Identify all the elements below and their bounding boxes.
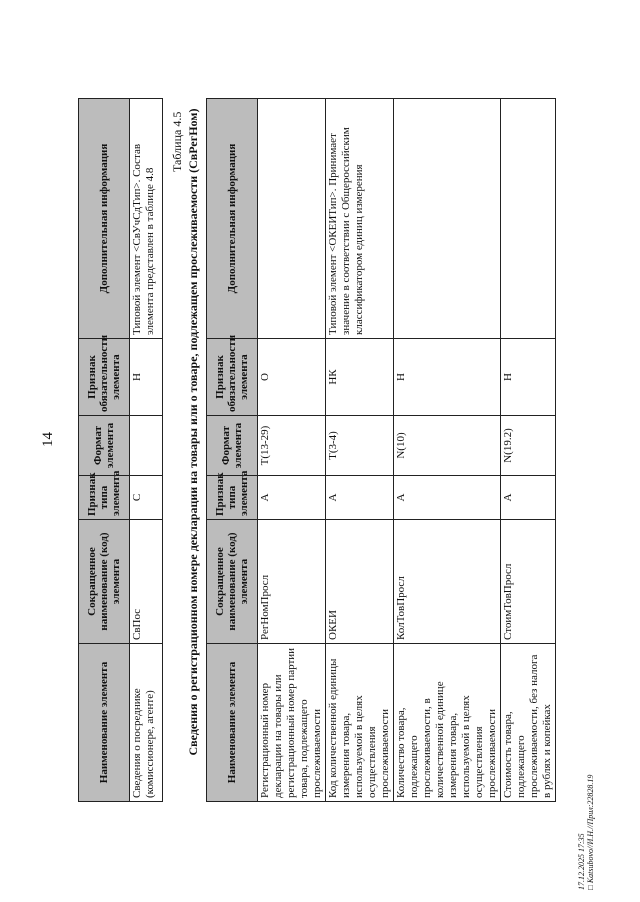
cell-required: О	[258, 339, 326, 416]
column-header-format: Формат элемента	[79, 416, 130, 476]
cell-required: Н	[394, 339, 501, 416]
cell-code: СвПос	[130, 520, 163, 644]
cell-name: Стоимость товара, подлежащего прослеживаемости, без налога в рублях и копейках	[501, 644, 556, 802]
column-header-code: Сокращенное наименование (код) элемента	[79, 520, 130, 644]
table-row	[258, 99, 326, 802]
footer-timestamp: 17.12.2025 17:35	[577, 833, 586, 890]
table-2	[206, 98, 556, 802]
footer-signature: □ Katsubovo//И.Н.//Прил:22828.19	[586, 774, 595, 890]
cell-required: Н	[501, 339, 556, 416]
cell-info	[258, 99, 326, 339]
column-header-required: Признак обязательности элемента	[207, 339, 258, 416]
cell-type: А	[394, 476, 501, 520]
table-row	[394, 99, 501, 802]
cell-name: Код количественной единицы измерения товара, используемой в целях осуществления прослеживаемости	[326, 644, 394, 802]
cell-format: T(13-29)	[258, 416, 326, 476]
cell-format: N(10)	[394, 416, 501, 476]
column-header-required: Признак обязательности элемента	[79, 339, 130, 416]
cell-type: А	[501, 476, 556, 520]
column-header-info: Дополнительная информация	[207, 99, 258, 339]
column-header-name: Наименование элемента	[207, 644, 258, 802]
cell-format	[130, 416, 163, 476]
column-header-format: Формат элемента	[207, 416, 258, 476]
cell-code: ОКЕИ	[326, 520, 394, 644]
cell-required: НК	[326, 339, 394, 416]
footer-stamp	[577, 775, 595, 890]
page-number: 14	[40, 432, 56, 447]
cell-format: N(19.2)	[501, 416, 556, 476]
table-row	[501, 99, 556, 802]
table-1	[78, 98, 163, 802]
cell-info	[394, 99, 501, 339]
cell-type: С	[130, 476, 163, 520]
cell-info: Типовой элемент <СвУчСдТип>. Состав элемента представлен в таблице 4.8	[130, 99, 163, 339]
cell-required: Н	[130, 339, 163, 416]
column-header-type: Признак типа элемента	[79, 476, 130, 520]
cell-name: Количество товара, подлежащего прослеживаемости, в количественной единице измерения товара, используемой в целях осуществления прослеживаемости	[394, 644, 501, 802]
table-1-header-row	[79, 99, 130, 802]
cell-name: Сведения о посреднике (комиссионере, агенте)	[130, 644, 163, 802]
cell-type: А	[326, 476, 394, 520]
column-header-info: Дополнительная информация	[79, 99, 130, 339]
table-row	[326, 99, 394, 802]
column-header-code: Сокращенное наименование (код) элемента	[207, 520, 258, 644]
table-title: Сведения о регистрационном номере декларации на товары или о товаре, подлежащем прослеживаемости (СвРегНом)	[186, 108, 200, 756]
cell-format: T(3-4)	[326, 416, 394, 476]
column-header-name: Наименование элемента	[79, 644, 130, 802]
table-number: Таблица 4.5	[170, 111, 184, 172]
cell-type: А	[258, 476, 326, 520]
table-row	[130, 99, 163, 802]
cell-name: Регистрационный номер декларации на товары или регистрационный номер партии товара, подлежащего прослеживаемости	[258, 644, 326, 802]
cell-code: СтоимТовПросл	[501, 520, 556, 644]
cell-code: КолТовПросл	[394, 520, 501, 644]
cell-code: РегНомПросл	[258, 520, 326, 644]
cell-info: Типовой элемент <ОКЕИТип>. Принимает значение в соответствии с Общероссийским классификатором единиц измерения	[326, 99, 394, 339]
cell-info	[501, 99, 556, 339]
table-2-header-row	[207, 99, 258, 802]
column-header-type: Признак типа элемента	[207, 476, 258, 520]
